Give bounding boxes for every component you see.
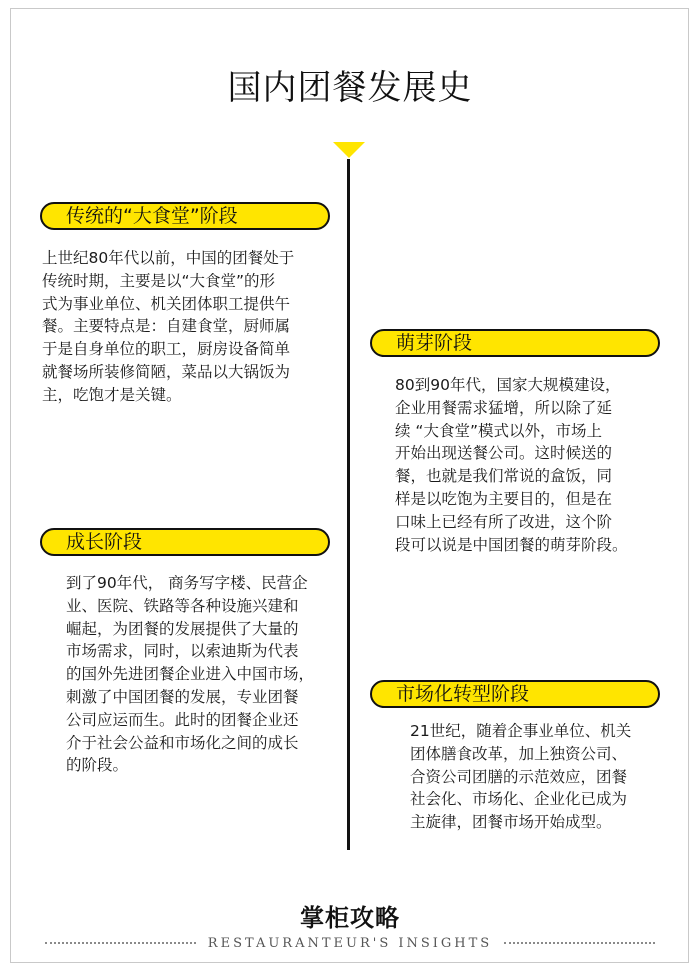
page-title: 国内团餐发展史 xyxy=(227,68,473,108)
stage-label-market-transformation: 市场化转型阶段 xyxy=(370,680,660,708)
description-line: 刺激了中国团餐的发展，专业团餐 xyxy=(66,687,299,706)
description-line: 餐，也就是我们常说的盒饭，同 xyxy=(395,467,613,486)
timeline-start-arrow xyxy=(333,142,365,158)
description-line: 社会化、市场化、企业化已成为 xyxy=(410,790,628,809)
description-line: 到了90年代， 商务写字楼、民营企 xyxy=(66,574,308,592)
stage-description-growth xyxy=(66,572,314,777)
description-line: 开始出现送餐公司。这时候送的 xyxy=(395,444,613,463)
description-line: 口味上已经有所了改进，这个阶 xyxy=(395,512,613,531)
description-line: 公司应运而生。此时的团餐企业还 xyxy=(66,710,299,729)
description-line: 就餐场所装修简陋，菜品以大锅饭为 xyxy=(42,362,291,381)
stage-label-sprouting: 萌芽阶段 xyxy=(370,329,660,357)
stage-label-traditional-canteen: 传统的“大食堂”阶段 xyxy=(40,202,330,230)
description-line: 业、医院、铁路等各种设施兴建和 xyxy=(66,596,299,615)
description-line: 企业用餐需求猛增，所以除了延 xyxy=(395,398,613,417)
description-line: 21世纪，随着企事业单位、机关 xyxy=(410,722,632,740)
description-line: 传统时期，主要是以“大食堂”的形 xyxy=(42,271,276,290)
description-line: 80到90年代，国家大规模建设， xyxy=(395,376,621,394)
stage-description-market-transformation xyxy=(410,720,631,834)
footer-tagline: RESTAURANTEUR'S INSIGHTS xyxy=(207,935,493,951)
description-line: 介于社会公益和市场化之间的成长 xyxy=(66,733,299,752)
description-line: 段可以说是中国团餐的萌芽阶段。 xyxy=(395,535,628,554)
description-line: 于是自身单位的职工，厨房设备简单 xyxy=(42,340,291,359)
description-line: 式为事业单位、机关团体职工提供午 xyxy=(42,294,291,313)
timeline-axis xyxy=(347,159,350,850)
description-line: 餐。主要特点是：自建食堂，厨师属 xyxy=(42,317,291,336)
dotted-divider-right xyxy=(504,942,655,944)
brand-logo-text: 掌柜攻略 xyxy=(300,904,400,932)
stage-description-sprouting xyxy=(395,374,628,556)
description-line: 崛起，为团餐的发展提供了大量的 xyxy=(66,619,299,638)
description-line: 的国外先进团餐企业进入中国市场， xyxy=(66,665,315,684)
description-line: 的阶段。 xyxy=(66,756,129,775)
description-line: 市场需求，同时，以索迪斯为代表 xyxy=(66,642,299,661)
description-line: 合资公司团膳的示范效应，团餐 xyxy=(410,767,628,786)
stage-description-traditional-canteen xyxy=(42,247,294,407)
description-line: 主，吃饱才是关键。 xyxy=(42,385,182,404)
stage-label-growth: 成长阶段 xyxy=(40,528,330,556)
dotted-divider-left xyxy=(45,942,196,944)
description-line: 主旋律，团餐市场开始成型。 xyxy=(410,813,612,832)
footer-tagline-row xyxy=(45,933,655,953)
description-line: 续 “大食堂”模式以外，市场上 xyxy=(395,421,602,440)
description-line: 上世纪80年代以前，中国的团餐处于 xyxy=(42,249,295,267)
description-line: 样是以吃饱为主要目的，但是在 xyxy=(395,489,613,508)
description-line: 团体膳食改革，加上独资公司、 xyxy=(410,744,628,763)
